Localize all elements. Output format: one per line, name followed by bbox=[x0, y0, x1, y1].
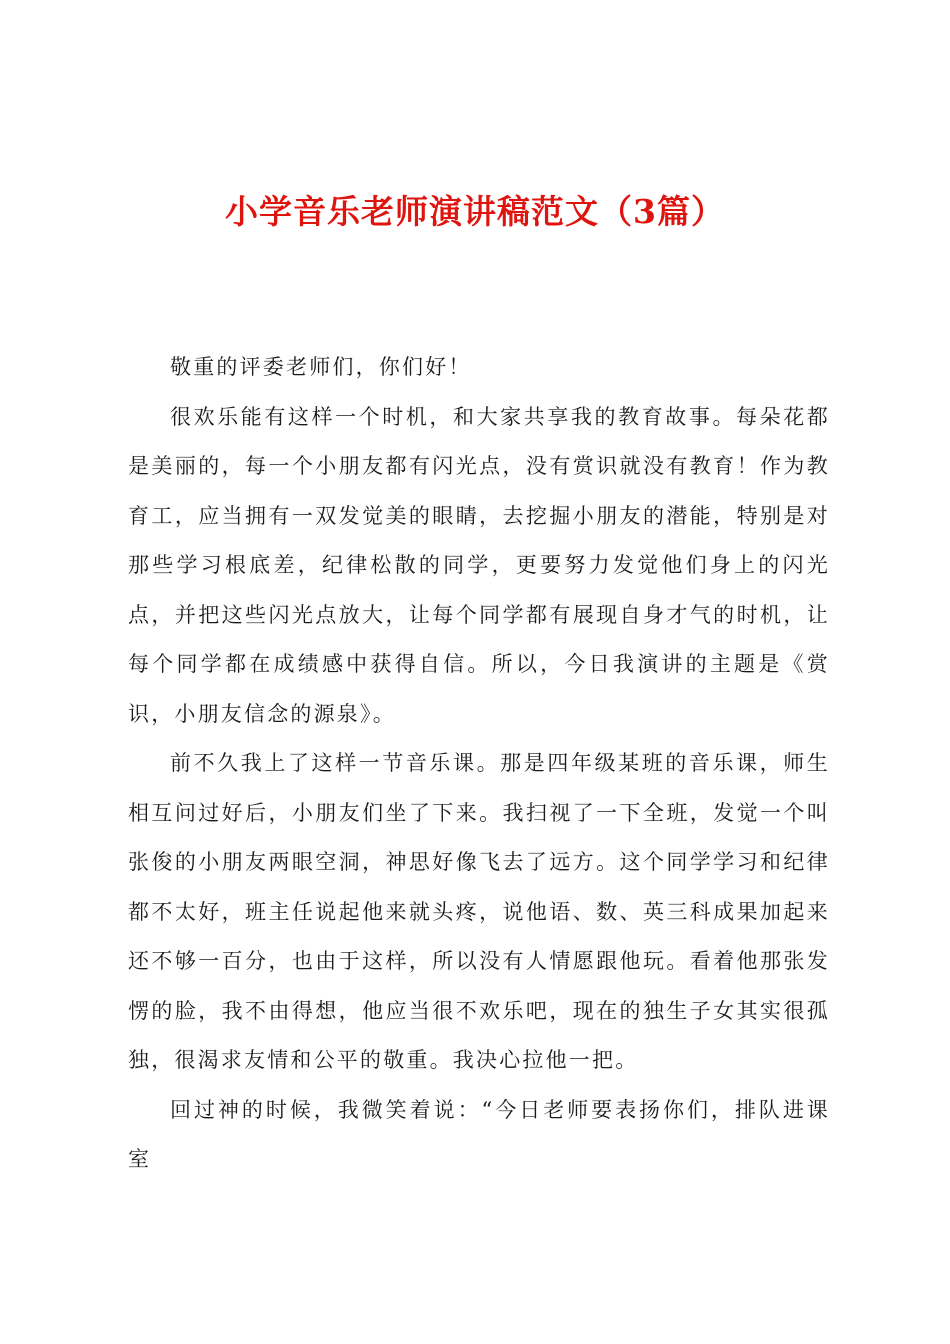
paragraph-intro: 很欢乐能有这样一个时机，和大家共享我的教育故事。每朵花都是美丽的，每一个小朋友都有闪光点，没有赏识就没有教育！作为教育工，应当拥有一双发觉美的眼睛，去挖掘小朋友的潜能，特别是对那些学习根底差，纪律松散的同学，更要努力发觉他们身上的闪光点，并把这些闪光点放大，让每个同学都有展现自身才气的时机，让每个同学都在成绩感中获得自信。所以，今日我演讲的主题是《赏识，小朋友信念的源泉》。 bbox=[128, 404, 830, 726]
document-body bbox=[128, 343, 830, 1185]
document-title: 小学音乐老师演讲稿范文（3篇） bbox=[225, 192, 725, 231]
paragraph-story: 前不久我上了这样一节音乐课。那是四年级某班的音乐课，师生相互问过好后，小朋友们坐了下来。我扫视了一下全班，发觉一个叫张俊的小朋友两眼空洞，神思好像飞去了远方。这个同学学习和纪律都不太好，班主任说起他来就头疼，说他语、数、英三科成果加起来还不够一百分，也由于这样，所以没有人情愿跟他玩。看着他那张发愣的脸，我不由得想，他应当很不欢乐吧，现在的独生子女其实很孤独，很渴求友情和公平的敬重。我决心拉他一把。 bbox=[128, 751, 830, 1072]
paragraph-continuation: 回过神的时候，我微笑着说：“今日老师要表扬你们，排队进课室 bbox=[128, 1097, 830, 1171]
paragraph-greeting: 敬重的评委老师们，你们好！ bbox=[170, 355, 472, 379]
